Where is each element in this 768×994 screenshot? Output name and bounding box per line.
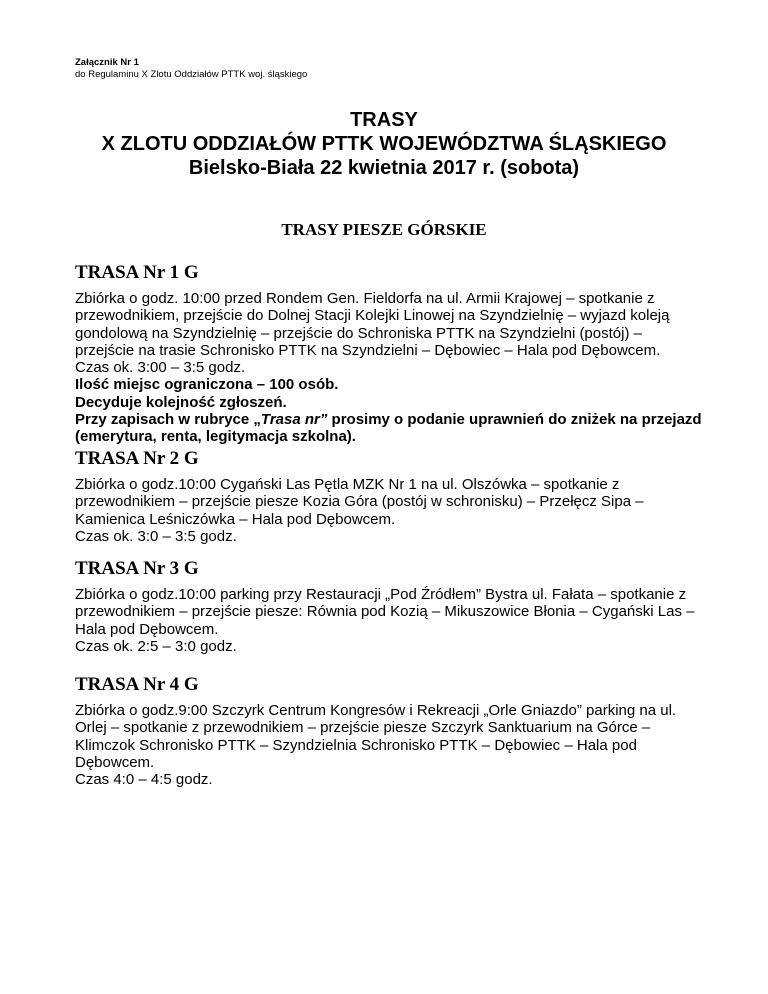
title-line-3: Bielsko-Biała 22 kwietnia 2017 r. (sobota) bbox=[188, 157, 580, 179]
route-time: Czas 4:0 – 4:5 godz. bbox=[75, 771, 213, 789]
route-note bbox=[75, 411, 705, 446]
route-3 bbox=[75, 558, 705, 655]
annex-note bbox=[75, 57, 307, 81]
route-time: Czas ok. 2:5 – 3:0 godz. bbox=[75, 637, 237, 655]
title-line-1: TRASY bbox=[350, 109, 418, 131]
section-heading: TRASY PIESZE GÓRSKIE bbox=[281, 220, 487, 239]
route-heading: TRASA Nr 3 G bbox=[75, 558, 199, 579]
route-2 bbox=[75, 448, 705, 545]
document-title bbox=[0, 108, 768, 180]
route-time: Czas ok. 3:0 – 3:5 godz. bbox=[75, 527, 237, 545]
route-description: Zbiórka o godz.9:00 Szczyrk Centrum Kongresów i Rekreacji „Orle Gniazdo” parking na ul. Orlej – spotkanie z przewodnikiem – przejście piesze Szczyrk Sanktuarium na Górce – Klimczok Schronisko PTTK – Szyndzielnia Schronisko PTTK – Dębowiec – Hala pod Dębowcem. bbox=[75, 702, 677, 771]
route-description: Zbiórka o godz.10:00 Cygański Las Pętla MZK Nr 1 na ul. Olszówka – spotkanie z przewodnikiem – przejście piesze Kozia Góra (postój w schronisku) – Przełęcz Sipa – Kamienica Leśniczówka – Hala pod Dębowcem. bbox=[75, 476, 644, 528]
title-line-2: X ZLOTU ODDZIAŁÓW PTTK WOJEWÓDZTWA ŚLĄSKIEGO bbox=[101, 133, 667, 155]
annex-title: Załącznik Nr 1 bbox=[75, 57, 139, 68]
route-note-post: prosimy o podanie uprawnień do zniżek na przejazd (emerytura, renta, legitymacja szkolna). bbox=[75, 411, 702, 446]
route-note-italic: Trasa nr” bbox=[260, 411, 328, 429]
route-description: Zbiórka o godz. 10:00 przed Rondem Gen. Fieldorfa na ul. Armii Krajowej – spotkanie z przewodnikiem, przejście do Dolnej Stacji Kolejki Linowej na Szyndzielnię – wyjazd koleją gondolową na Szyndzielnię – przejście do Schroniska PTTK na Szyndzielni (postój) – przejście na trasie Schronisko PTTK na Szyndzielni – Dębowiec – Hala pod Dębowcem. bbox=[75, 290, 670, 359]
route-heading: TRASA Nr 1 G bbox=[75, 262, 199, 283]
route-1 bbox=[75, 262, 705, 446]
annex-subtitle: do Regulaminu X Zlotu Oddziałów PTTK woj. śląskiego bbox=[75, 69, 308, 80]
route-heading: TRASA Nr 2 G bbox=[75, 448, 199, 469]
route-time: Czas ok. 3:00 – 3:5 godz. bbox=[75, 359, 246, 377]
route-note-pre: Przy zapisach w rubryce „ bbox=[75, 411, 261, 429]
route-4 bbox=[75, 674, 705, 788]
route-limit: Ilość miejsc ograniczona – 100 osób. bbox=[75, 376, 339, 394]
route-description: Zbiórka o godz.10:00 parking przy Restauracji „Pod Źródłem” Bystra ul. Fałata – spotkanie z przewodnikiem – przejście piesze: Równia pod Kozią – Mikuszowice Błonia – Cygański Las – Hala pod Dębowcem. bbox=[75, 586, 695, 638]
route-heading: TRASA Nr 4 G bbox=[75, 674, 199, 695]
route-order: Decyduje kolejność zgłoszeń. bbox=[75, 393, 287, 411]
